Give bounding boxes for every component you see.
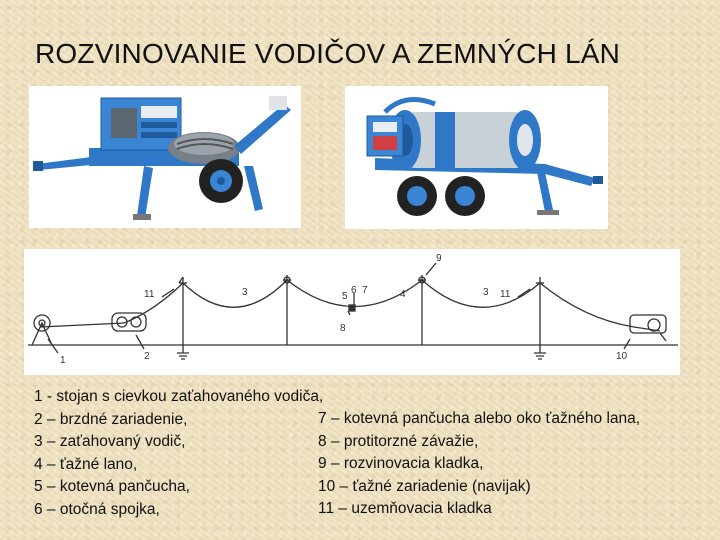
legend-item: 2 – brzdné zariadenie,	[34, 410, 188, 428]
tensioner-machine-photo	[29, 86, 301, 228]
legend-item: 7 – kotevná pančucha alebo oko ťažného lana,	[318, 410, 641, 427]
diagram-label-6: 6	[351, 285, 357, 296]
legend-item: 1 - stojan s cievkou zaťahovaného vodiča,	[34, 388, 324, 405]
legend-item: 11 – uzemňovacia kladka	[318, 500, 492, 517]
legend-item: 5 – kotevná pančucha,	[34, 478, 190, 495]
diagram-label-8: 8	[340, 323, 346, 334]
reel-trailer-photo	[345, 86, 608, 229]
legend-item: 3 – zaťahovaný vodič,	[34, 433, 186, 450]
page-title: ROZVINOVANIE VODIČOV A ZEMNÝCH LÁN	[35, 38, 621, 69]
legend-item: 10 – ťažné zariadenie (navijak)	[318, 477, 531, 495]
diagram-label-3b: 3	[483, 287, 489, 298]
legend-item: 8 – protitorzné závažie,	[318, 432, 479, 450]
diagram-label-1: 1	[60, 355, 66, 366]
diagram-label-5: 5	[342, 291, 348, 302]
diagram-label-11b: 11	[500, 289, 511, 300]
diagram-label-4: 4	[400, 289, 406, 300]
diagram-label-10: 10	[616, 351, 628, 362]
diagram-label-11a: 11	[144, 289, 155, 300]
stringing-diagram	[24, 249, 680, 375]
legend-item: 6 – otočná spojka,	[34, 500, 160, 518]
diagram-label-2: 2	[144, 351, 150, 362]
legend-right	[318, 408, 640, 521]
legend-item: 4 – ťažné lano,	[34, 455, 138, 473]
diagram-label-3a: 3	[242, 287, 248, 298]
legend-item: 9 – rozvinovacia kladka,	[318, 455, 484, 472]
diagram-label-9: 9	[436, 253, 442, 264]
diagram-label-7: 7	[362, 285, 368, 296]
legend-left	[34, 386, 323, 521]
